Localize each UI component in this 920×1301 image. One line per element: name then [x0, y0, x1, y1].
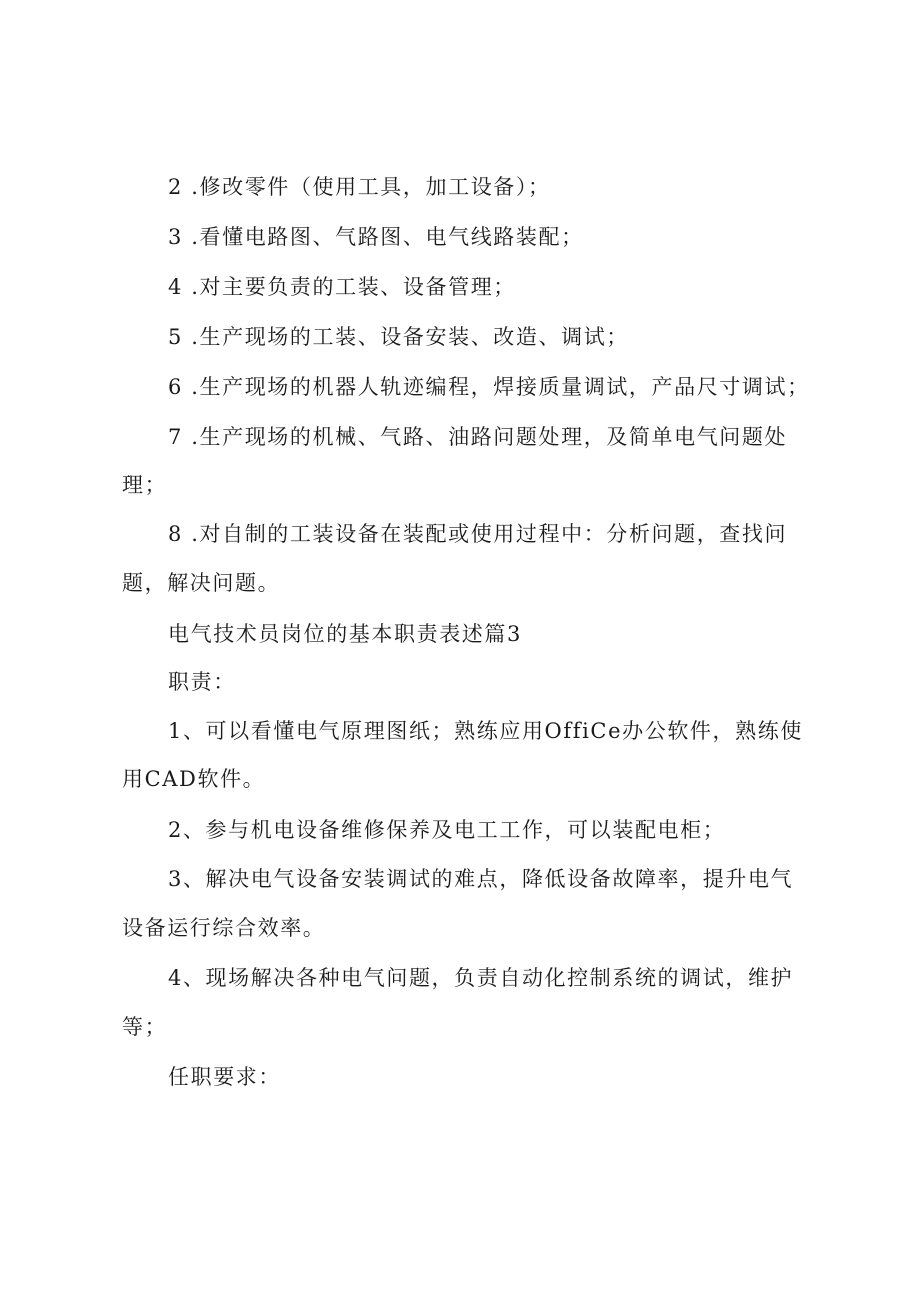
- item-5: 5 .生产现场的工装、设备安装、改造、调试；: [168, 325, 629, 349]
- item-4: 4 .对主要负责的工装、设备管理；: [168, 275, 516, 299]
- duty-3: 3、解决电气设备安装调试的难点，降低设备故障率，提升电气: [168, 867, 794, 891]
- item-6: 6 .生产现场的机器人轨迹编程，焊接质量调试，产品尺寸调试；: [168, 375, 810, 399]
- requirements-label: 任职要求：: [168, 1065, 281, 1089]
- duty-3-continued: 设备运行综合效率。: [122, 916, 326, 940]
- section-title: 电气技术员岗位的基本职责表述篇3: [168, 622, 522, 646]
- duty-4-continued: 等；: [122, 1015, 168, 1039]
- duty-4: 4、现场解决各种电气问题，负责自动化控制系统的调试，维护: [168, 966, 794, 990]
- item-7-continued: 理；: [122, 473, 168, 497]
- duty-1: 1、可以看懂电气原理图纸；熟练应用OffiCe办公软件，熟练使: [168, 719, 803, 743]
- item-8: 8 .对自制的工装设备在装配或使用过程中：分析问题，查找问: [168, 522, 788, 546]
- item-2: 2 .修改零件（使用工具，加工设备）；: [168, 175, 551, 199]
- item-8-continued: 题，解决问题。: [122, 571, 281, 595]
- duties-label: 职责：: [168, 670, 236, 694]
- item-7: 7 .生产现场的机械、气路、油路问题处理，及简单电气问题处: [168, 425, 788, 449]
- duty-1-continued: 用CAD软件。: [122, 767, 266, 791]
- duty-2: 2、参与机电设备维修保养及电工工作，可以装配电柜；: [168, 818, 726, 842]
- item-3: 3 .看懂电路图、气路图、电气线路装配；: [168, 225, 584, 249]
